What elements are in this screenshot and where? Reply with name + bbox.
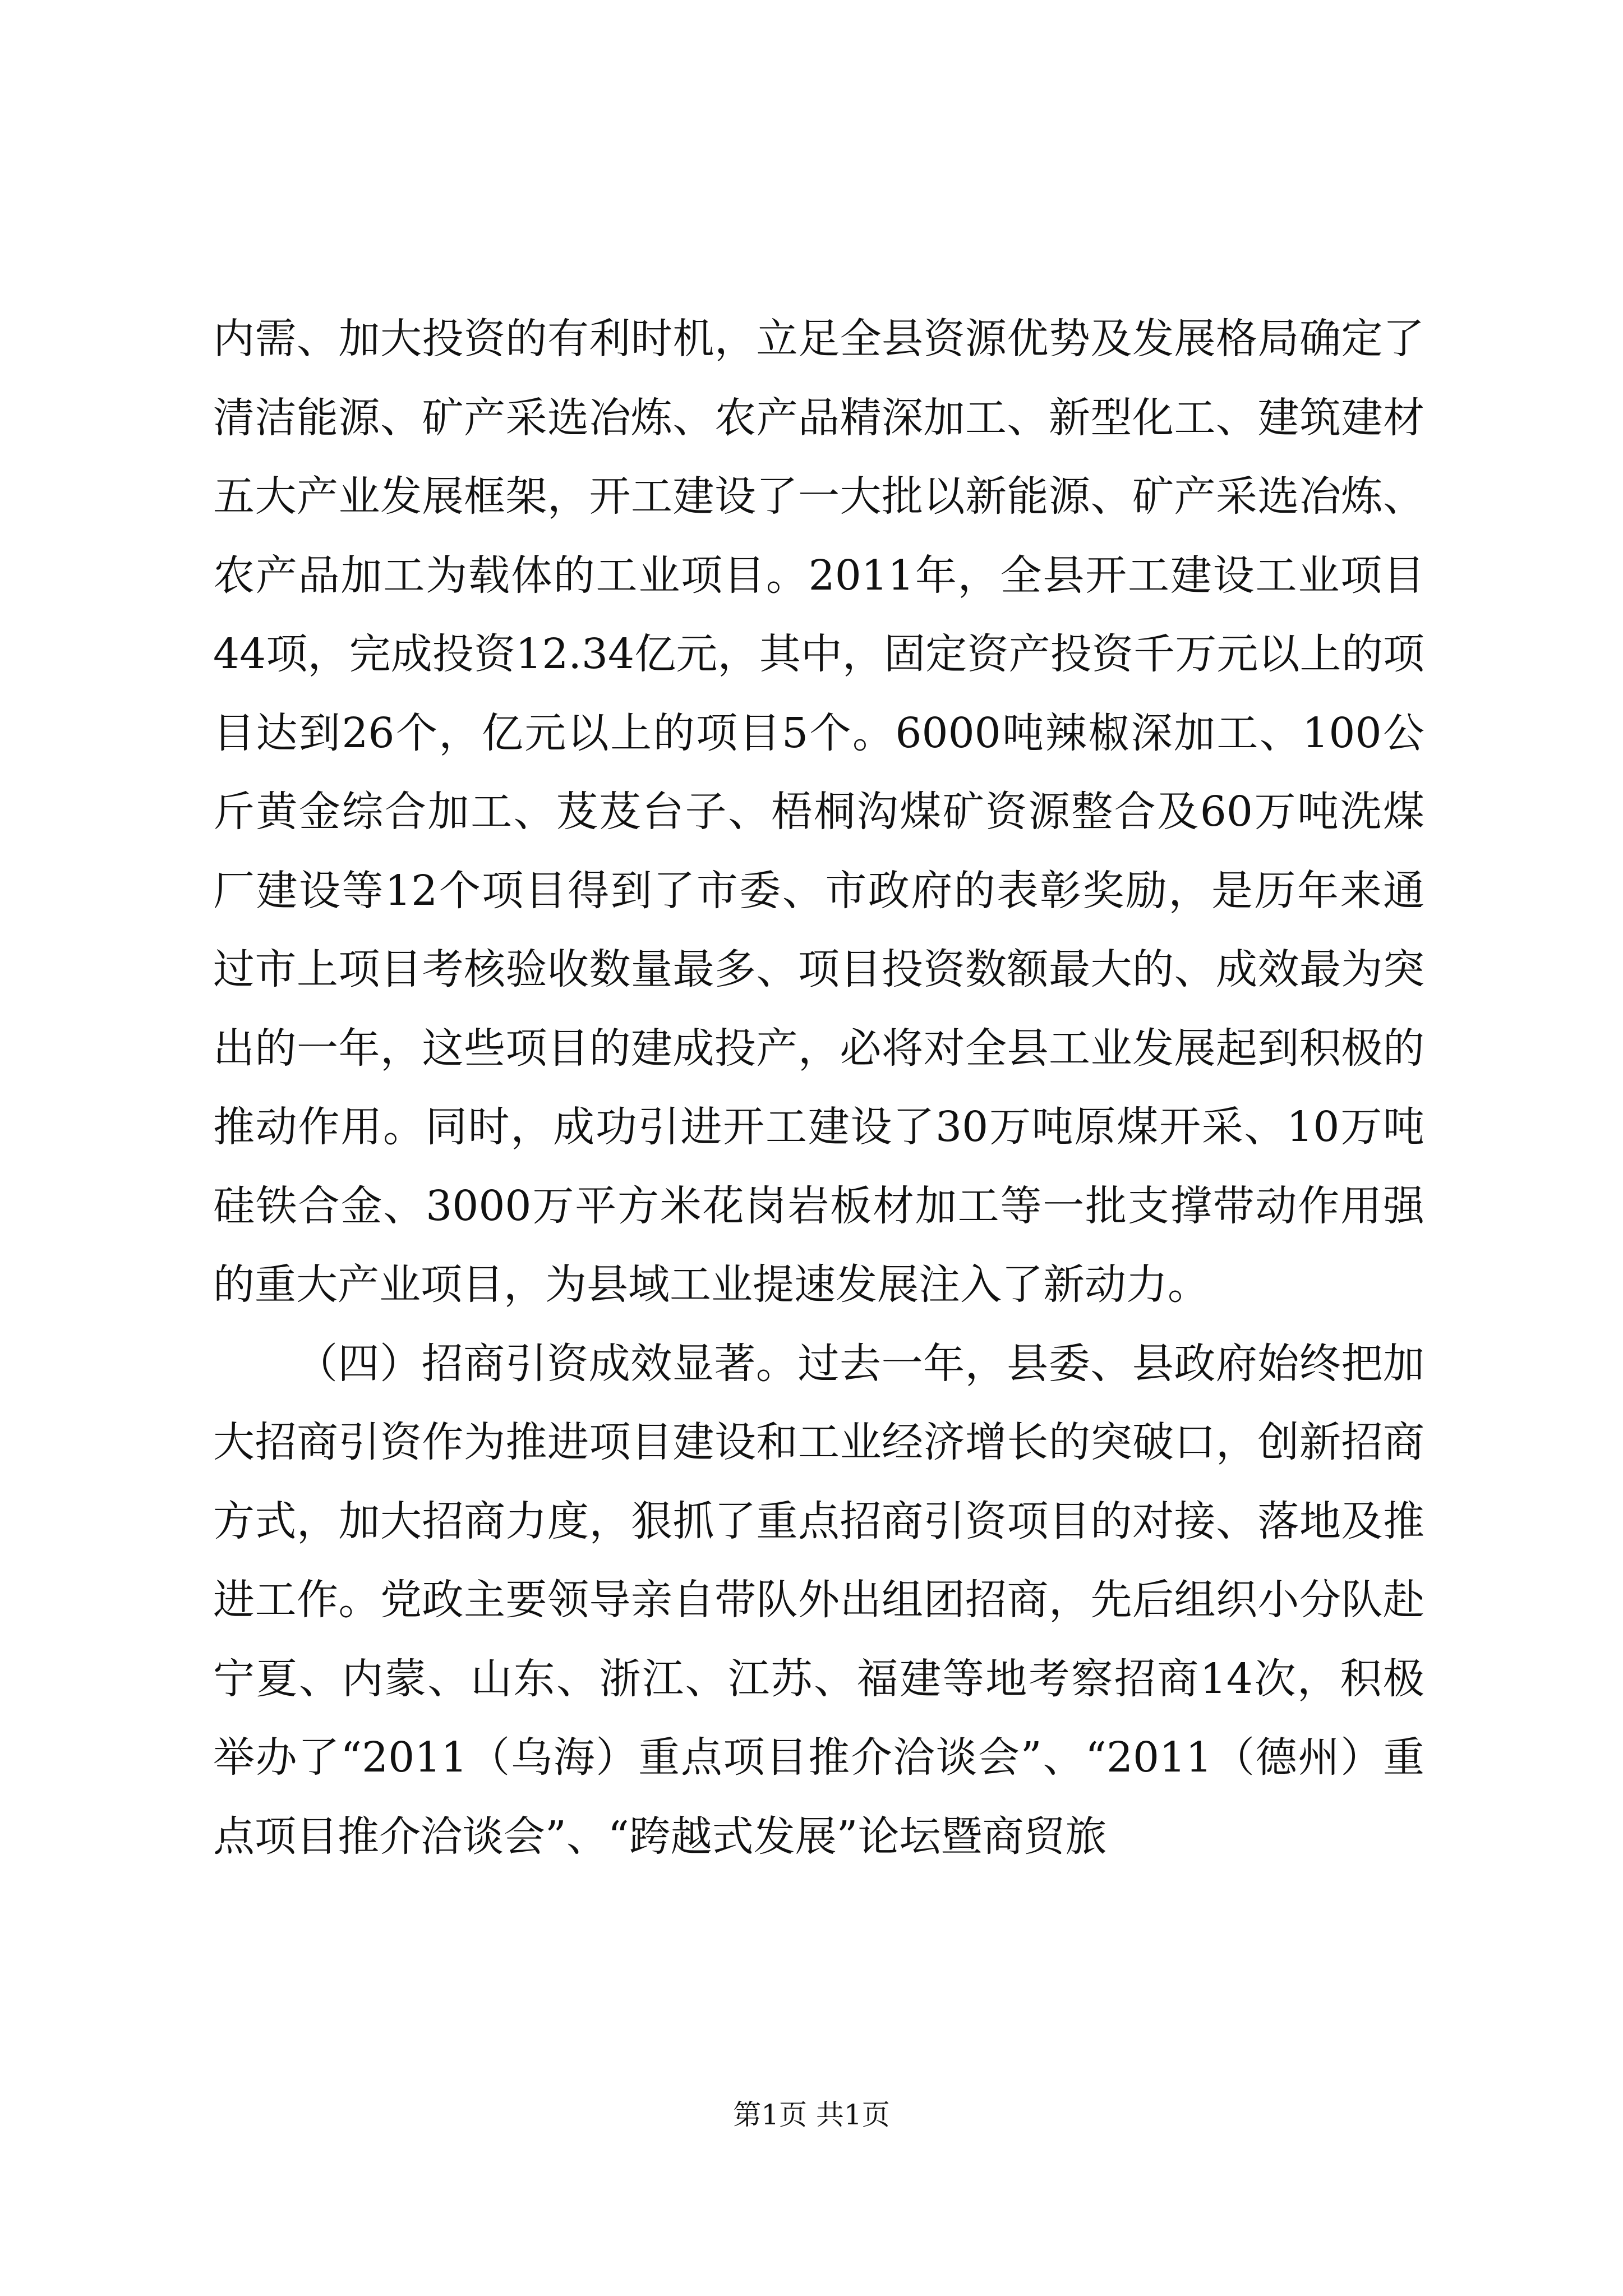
paragraph-industrial-projects: 内需、加大投资的有利时机，立足全县资源优势及发展格局确定了清洁能源、矿产采选冶炼、农产品精深加工、新型化工、建筑建材五大产业发展框架，开工建设了一大批以新能源、矿产采选冶炼、农产品加工为载体的工业项目。2011年，全县开工建设工业项目44项，完成投资12.34亿元，其中，固定资产投资千万元以上的项目达到26个，亿元以上的项目5个。6000吨辣椒深加工、100公斤黄金综合加工、芨芨台子、梧桐沟煤矿资源整合及60万吨洗煤厂建设等12个项目得到了市委、市政府的表彰奖励，是历年来通过市上项目考核验收数量最多、项目投资数额最大的、成效最为突出的一年，这些项目的建成投产，必将对全县工业发展起到积极的推动作用。同时，成功引进开工建设了30万吨原煤开采、10万吨硅铁合金、3000万平方米花岗岩板材加工等一批支撑带动作用强的重大产业项目，为县域工业提速发展注入了新动力。 bbox=[213, 315, 1424, 1309]
document-body bbox=[213, 300, 1424, 1876]
page-footer: 第1页 共1页 bbox=[733, 2099, 890, 2131]
paragraph-investment-attraction: （四）招商引资成效显著。过去一年，县委、县政府始终把加大招商引资作为推进项目建设和工业经济增长的突破口，创新招商方式，加大招商力度，狠抓了重点招商引资项目的对接、落地及推进工作。党政主要领导亲自带队外出组团招商，先后组织小分队赴宁夏、内蒙、山东、浙江、江苏、福建等地考察招商14次，积极举办了“2011（乌海）重点项目推介洽谈会”、“2011（德州）重点项目推介洽谈会”、“跨越式发展”论坛暨商贸旅 bbox=[213, 1339, 1424, 1861]
